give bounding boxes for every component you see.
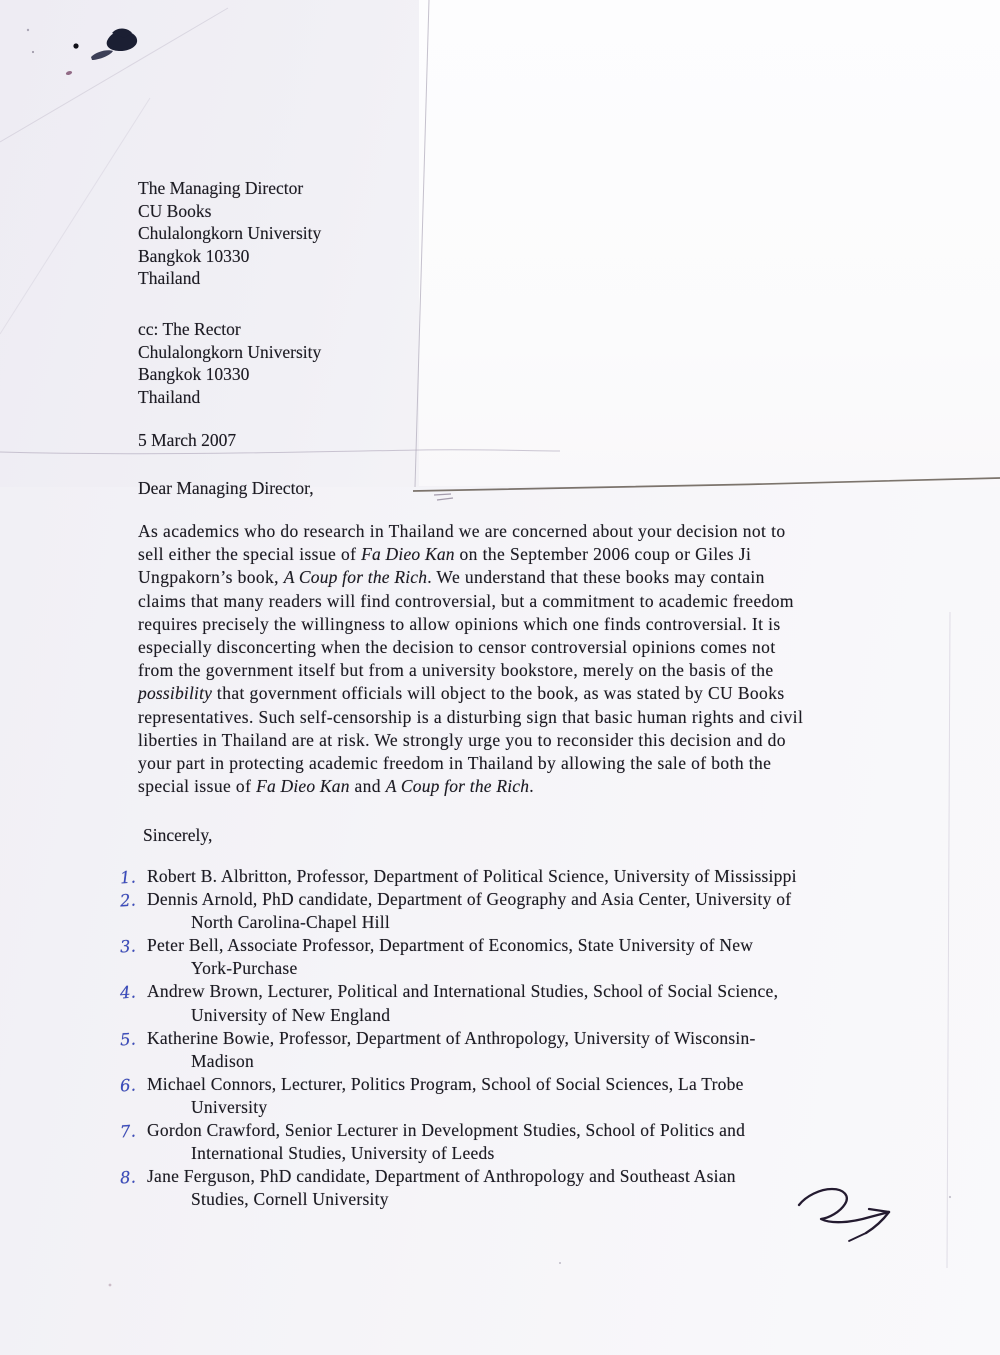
signatory-entry [119,980,917,1026]
text-line: Bangkok 10330 [138,364,250,385]
diagonal-crease-top-left [0,8,228,142]
signatory-entry [119,934,917,980]
handwritten-number: 5. [119,1029,137,1050]
body-line [138,775,883,798]
body-text: your part in protecting academic freedom in Thailand by allowing the sale of both the [138,753,772,774]
body-line [138,566,883,589]
signatory-line: University of New England [191,1004,391,1025]
cc-address [138,318,321,408]
signatory-line: Peter Bell, Associate Professor, Department of Economics, State University of New [147,935,754,956]
signatory-line: Katherine Bowie, Professor, Department of Anthropology, University of Wisconsin- [147,1027,756,1048]
handwritten-number: 6. [119,1075,137,1096]
signatory-line: Madison [191,1050,254,1071]
paper-overlap-top-right [419,0,1000,486]
signatory-line: Studies, Cornell University [191,1189,389,1210]
italic-title-text: A Coup for the Rich [283,567,428,588]
signatory-line: International Studies, University of Leeds [191,1143,495,1164]
signatory-line: North Carolina-Chapel Hill [191,912,390,933]
body-text: especially disconcerting when the decision to censor controversial opinions comes not [138,637,776,658]
signatory-line: Gordon Crawford, Senior Lecturer in Development Studies, School of Politics and [147,1120,746,1141]
body-text: . We understand that these books may contain [427,567,765,588]
body-line [138,543,883,566]
handwritten-number: 1. [119,867,137,888]
body-text: Ungpakorn’s book, [138,567,284,588]
body-text: special issue of [138,776,257,797]
body-text: As academics who do research in Thailand we are concerned about your decision not to [138,521,786,541]
body-line [138,752,883,775]
body-text: representatives. Such self-censorship is a disturbing sign that basic human rights and civil [138,706,804,727]
handwritten-number: 4. [119,982,137,1003]
signatory-line: Michael Connors, Lecturer, Politics Program, School of Social Sciences, La Trobe [147,1073,744,1094]
signatory-line: Andrew Brown, Lecturer, Political and International Studies, School of Social Science, [147,981,779,1002]
body-text: and [349,776,386,797]
body-line [138,636,883,659]
body-text: that government officials will object to the book, as was stated by CU Books [212,683,785,704]
salutation: Dear Managing Director, [138,478,314,498]
signatory-line: Robert B. Albritton, Professor, Department of Political Science, University of Mississippi [147,866,797,886]
body-text: requires precisely the willingness to allow opinions which one finds controversial. It is [138,613,781,634]
body-line [138,729,883,752]
recipient-address [138,177,321,290]
signatory-line: Jane Ferguson, PhD candidate, Department of Anthropology and Southeast Asian [147,1166,736,1187]
text-line: Thailand [138,268,201,289]
signatory-entry [119,1073,917,1119]
ink-blot-icon [27,29,137,76]
italic-title-text: Fa Dieo Kan [256,776,350,797]
body-line [138,613,883,636]
text-line: cc: The Rector [138,319,241,339]
text-line: Bangkok 10330 [138,245,250,266]
italic-title-text: Fa Dieo Kan [361,544,455,565]
signatory-entry [119,865,917,888]
signatories-list [119,865,917,1211]
text-line: Thailand [138,386,201,407]
signatory-line: University [191,1096,268,1117]
body-line [138,590,883,613]
letter-date: 5 March 2007 [138,430,237,450]
signatory-entry [119,888,917,934]
body-line [138,682,883,705]
italic-title-text: A Coup for the Rich [385,776,530,797]
text-line: The Managing Director [138,178,304,198]
body-text: on the September 2006 coup or Giles Ji [454,544,752,565]
italic-title-text: possibility [138,683,213,704]
text-line: Chulalongkorn University [138,223,322,244]
body-text: sell either the special issue of [138,544,362,565]
signatory-line: Dennis Arnold, PhD candidate, Department of Geography and Asia Center, University of [147,889,792,910]
body-line [138,659,883,682]
body-text: . [529,776,534,797]
diagonal-crease-top-left-2 [0,98,150,334]
text-line: Chulalongkorn University [138,341,322,362]
text-line: CU Books [138,200,212,221]
signatory-entry [119,1119,917,1165]
signatory-entry [119,1165,917,1211]
handwritten-number: 8. [119,1167,137,1188]
handwritten-number: 3. [119,936,137,957]
handwritten-number: 7. [119,1121,137,1142]
body-line [138,520,883,543]
body-text: claims that many readers will find controversial, but a commitment to academic freedom [138,590,794,611]
body-text: from the government itself but from a university bookstore, merely on the basis of the [138,660,774,681]
closing: Sincerely, [143,825,213,845]
signatory-entry [119,1027,917,1073]
signatory-line: York-Purchase [191,958,298,979]
letter-body [138,520,883,798]
handwritten-number: 2. [119,890,137,911]
body-text: liberties in Thailand are at risk. We strongly urge you to reconsider this decision and do [138,729,786,750]
body-line [138,706,883,729]
